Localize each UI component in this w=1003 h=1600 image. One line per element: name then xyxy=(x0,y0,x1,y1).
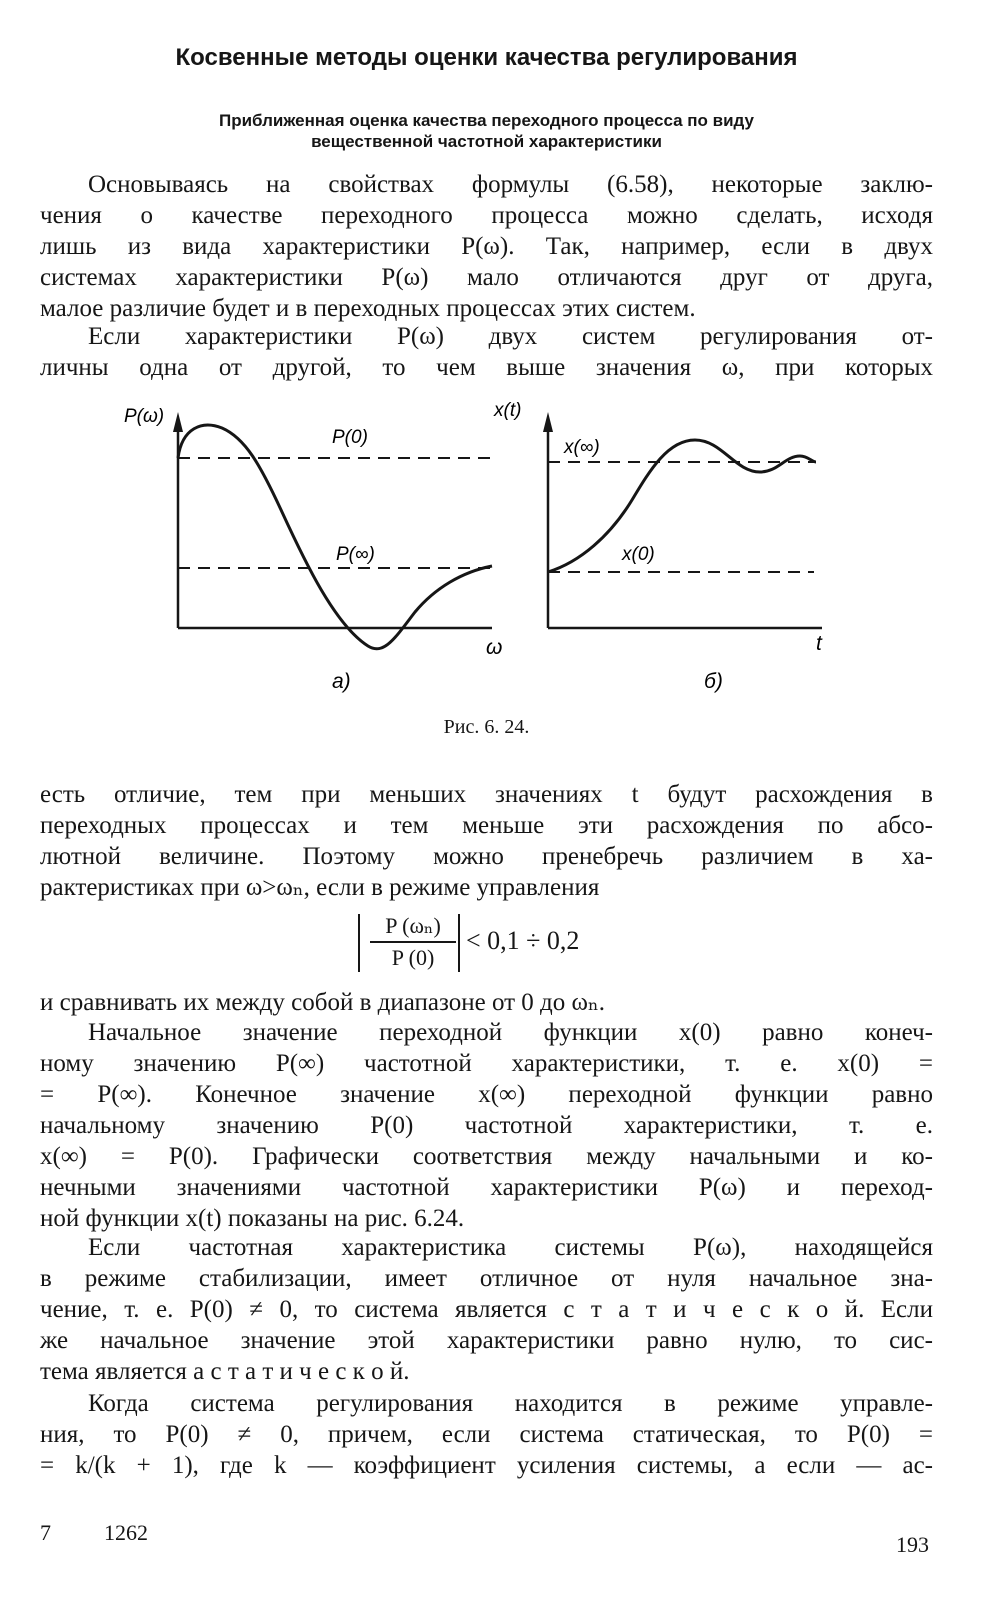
fraction-rule xyxy=(370,941,456,943)
paragraph-line: переходных процессах и тем меньше эти расхождения по абсо- xyxy=(40,812,933,839)
formula-relation: < 0,1 ÷ 0,2 xyxy=(466,926,580,955)
paragraph-line: = P(∞). Конечное значение x(∞) переходной функции равно xyxy=(40,1081,933,1108)
x-axis-label-a: ω xyxy=(486,636,503,659)
paragraph-line: же начальное значение этой характеристики равно нулю, то сис- xyxy=(40,1327,933,1354)
paragraph-line: чение, т. е. P(0) ≠ 0, то система является с т а т и ч е с к о й. Если xyxy=(40,1296,933,1323)
subsection-title-line: вещественной частотной характеристики xyxy=(311,132,662,151)
label-xinf: x(∞) xyxy=(564,437,600,458)
paragraph-line: системах характеристики P(ω) мало отличаются друг от друга, xyxy=(40,264,933,291)
abs-bar-left xyxy=(358,914,360,972)
fraction xyxy=(370,912,456,972)
paragraph-line: малое различие будет и в переходных процессах этих систем. xyxy=(40,295,696,322)
figure-caption: Рис. 6. 24. xyxy=(443,716,530,738)
page-number: 193 xyxy=(896,1532,929,1557)
y-axis-arrow-b xyxy=(543,412,553,432)
paragraph-line: ния, то P(0) ≠ 0, причем, если система статическая, то P(0) = xyxy=(40,1421,933,1448)
signature-number: 7 xyxy=(40,1520,51,1545)
paragraph-line: есть отличие, тем при меньших значениях t будут расхождения в xyxy=(40,781,933,808)
label-x0: x(0) xyxy=(622,544,655,565)
subsection-title xyxy=(40,110,933,152)
subsection-title-line: Приближенная оценка качества переходного процесса по виду xyxy=(218,111,755,130)
x-axis-label-b: t xyxy=(816,632,822,655)
paragraph-line: и сравнивать их между собой в диапазоне от 0 до ωₙ. xyxy=(40,989,606,1016)
paragraph-line: лишь из вида характеристики P(ω). Так, например, если в двух xyxy=(40,233,933,260)
abs-bar-right xyxy=(458,914,460,972)
paragraph-line: личны одна от другой, то чем выше значения ω, при которых xyxy=(40,354,933,381)
figure-panel-a xyxy=(124,406,502,693)
fraction-numerator: P (ωₙ) xyxy=(385,913,441,938)
y-axis-arrow-a xyxy=(173,412,183,432)
paragraph-line: Начальное значение переходной функции x(0) равно конеч- xyxy=(88,1019,933,1046)
paragraph-line: ной функции x(t) показаны на рис. 6.24. xyxy=(40,1205,465,1232)
panel-label-b: б) xyxy=(704,670,723,693)
label-p0: P(0) xyxy=(332,427,368,448)
figure-6-24 xyxy=(110,400,850,700)
paragraph-line: Если характеристики P(ω) двух систем регулирования от- xyxy=(88,323,933,350)
paragraph-line: Основываясь на свойствах формулы (6.58), некоторые заклю- xyxy=(88,171,933,198)
fraction-denominator: P (0) xyxy=(391,945,435,970)
print-code: 1262 xyxy=(104,1520,148,1545)
paragraph-line: = k/(k + 1), где k — коэффициент усиления системы, а если — ас- xyxy=(40,1452,933,1479)
paragraph-line: в режиме стабилизации, имеет отличное от нуля начальное зна- xyxy=(40,1265,933,1292)
label-pinf: P(∞) xyxy=(336,544,375,565)
paragraph-line: лютной величине. Поэтому можно пренебречь различием в ха- xyxy=(40,843,933,870)
paragraph-line: Когда система регулирования находится в режиме управле- xyxy=(88,1390,933,1417)
panel-label-a: а) xyxy=(332,670,351,693)
paragraph-line: тема является а с т а т и ч е с к о й. xyxy=(40,1358,410,1385)
x-t-curve xyxy=(548,440,816,572)
figure-panel-b xyxy=(493,400,823,693)
section-title: Косвенные методы оценки качества регулирования xyxy=(175,44,798,71)
paragraph-line: нечными значениями частотной характеристики P(ω) и переход- xyxy=(40,1174,933,1201)
y-axis-label-b: x(t) xyxy=(494,400,522,421)
paragraph-line: x(∞) = P(0). Графически соответствия между начальными и ко- xyxy=(40,1143,933,1170)
paragraph-line: рактеристиках при ω>ωₙ, если в режиме управления xyxy=(40,874,600,901)
paragraph-line: чения о качестве переходного процесса можно сделать, исходя xyxy=(40,202,933,229)
paragraph-line: начальному значению P(0) частотной характеристики, т. е. xyxy=(40,1112,933,1139)
y-axis-label-a: P(ω) xyxy=(124,406,165,427)
inequality-formula xyxy=(358,912,658,974)
paragraph-line: ному значению P(∞) частотной характеристики, т. е. x(0) = xyxy=(40,1050,933,1077)
paragraph-line: Если частотная характеристика системы P(ω), находящейся xyxy=(88,1234,933,1261)
